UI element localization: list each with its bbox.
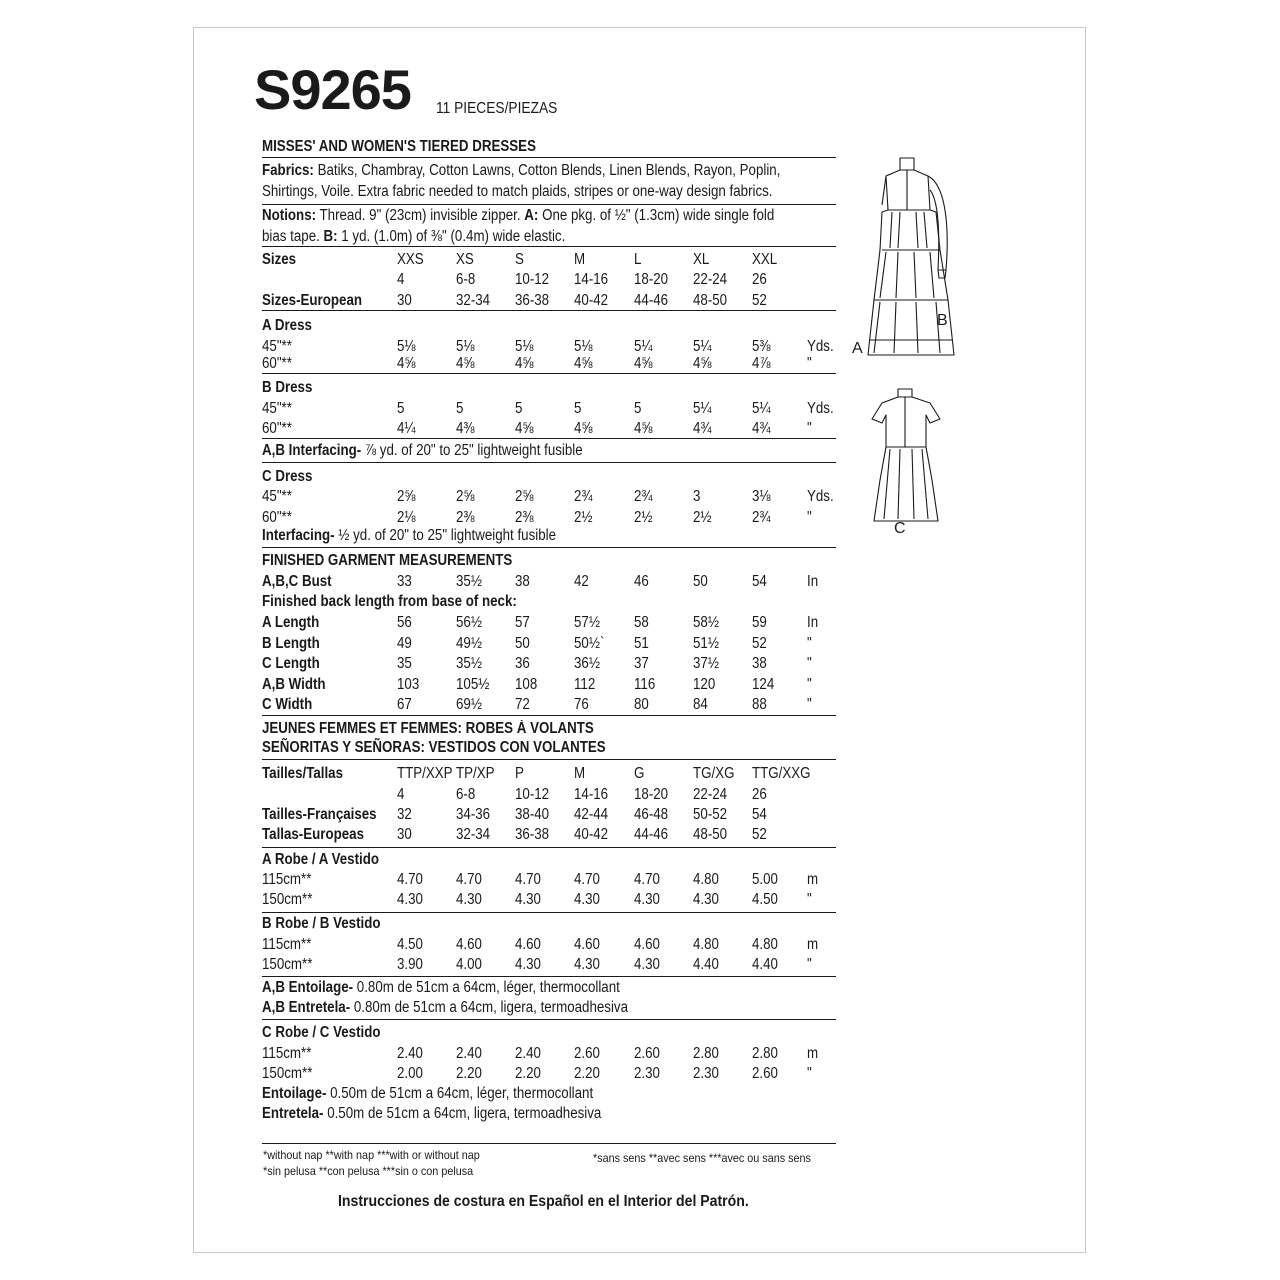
table-row	[262, 850, 836, 870]
table-cell: 4.70	[515, 871, 541, 888]
table-cell: 49½	[456, 635, 482, 652]
table-cell: 4⅝	[693, 355, 712, 372]
table-cell: 42-44	[574, 806, 609, 823]
table-cell: 80	[634, 696, 649, 713]
table-cell: 2.20	[574, 1065, 600, 1082]
table-cell: L	[634, 251, 642, 268]
pattern-title: MISSES' AND WOMEN'S TIERED DRESSES	[262, 138, 536, 155]
table-cell: 4.60	[634, 936, 660, 953]
table-cell: 54	[752, 573, 767, 590]
row-label: Tallas-Europeas	[262, 826, 364, 843]
ab-entoilage: A,B Entoilage- 0.80m de 51cm a 64cm, léger, thermocollant	[262, 979, 620, 996]
table-cell: 3	[693, 488, 701, 505]
table-row	[262, 467, 836, 487]
table-cell: 56	[397, 614, 412, 631]
table-cell: 6-8	[456, 271, 476, 288]
table-cell: TP/XP	[456, 765, 495, 782]
table-row	[262, 613, 836, 633]
table-row	[262, 935, 836, 955]
row-label: 115cm**	[262, 936, 312, 953]
table-cell: 84	[693, 696, 708, 713]
table-cell: 49	[397, 635, 412, 652]
table-cell: 5	[456, 400, 464, 417]
table-cell: 37½	[693, 655, 719, 672]
row-label: Tailles/Tallas	[262, 765, 344, 782]
table-cell: 30	[397, 826, 412, 843]
table-cell: 3.90	[397, 956, 423, 973]
table-row	[262, 250, 836, 270]
table-row	[262, 764, 836, 784]
table-cell: 5⅛	[397, 338, 416, 355]
table-cell: 2.60	[752, 1065, 778, 1082]
table-cell: XXL	[752, 251, 778, 268]
row-label: 115cm**	[262, 871, 312, 888]
table-cell: 5	[634, 400, 642, 417]
table-cell: 4⅝	[456, 355, 475, 372]
row-label: 150cm**	[262, 1065, 313, 1082]
table-cell: 2¾	[574, 488, 593, 505]
table-cell: 30	[397, 292, 412, 309]
row-label: 60"**	[262, 509, 292, 526]
table-cell: 4⅞	[752, 355, 771, 372]
table-cell: 50	[693, 573, 708, 590]
measurements-title: FINISHED GARMENT MEASUREMENTS	[262, 552, 513, 569]
table-cell: 108	[515, 676, 538, 693]
table-cell: 18-20	[634, 271, 669, 288]
table-cell: 57½	[574, 614, 600, 631]
row-label: 150cm**	[262, 891, 313, 908]
table-cell: 4.70	[397, 871, 423, 888]
table-cell: 4⅝	[397, 355, 416, 372]
table-cell: 35½	[456, 655, 482, 672]
table-cell: 5⅛	[456, 338, 475, 355]
table-cell: 57	[515, 614, 530, 631]
row-label: 115cm**	[262, 1045, 312, 1062]
table-cell: 2⅜	[515, 509, 534, 526]
table-cell: 103	[397, 676, 420, 693]
table-cell: m	[807, 1045, 819, 1062]
piece-count: 11 PIECES/PIEZAS	[436, 100, 558, 117]
row-label: A,B Width	[262, 676, 326, 693]
table-cell: 4.30	[574, 891, 600, 908]
table-row	[262, 270, 836, 290]
table-cell: 14-16	[574, 786, 609, 803]
table-cell: 59	[752, 614, 767, 631]
table-cell: S	[515, 251, 524, 268]
table-cell: 5	[515, 400, 523, 417]
table-cell: 22-24	[693, 271, 728, 288]
table-cell: 2.30	[693, 1065, 719, 1082]
table-cell: "	[807, 635, 812, 652]
table-cell: 4.80	[752, 936, 778, 953]
table-cell: 51½	[693, 635, 719, 652]
table-cell: 5⅛	[574, 338, 593, 355]
row-label: B Length	[262, 635, 320, 652]
table-cell: 4	[397, 786, 405, 803]
row-label: 150cm**	[262, 956, 313, 973]
table-cell: 44-46	[634, 292, 669, 309]
table-cell: 5⅜	[752, 338, 771, 355]
table-cell: 36-38	[515, 826, 550, 843]
table-cell: 32	[397, 806, 412, 823]
table-cell: 18-20	[634, 786, 669, 803]
table-cell: 4¼	[397, 420, 416, 437]
table-cell: XXS	[397, 251, 424, 268]
table-cell: 2.00	[397, 1065, 423, 1082]
table-cell: 2⅛	[397, 509, 416, 526]
table-cell: 2½	[634, 509, 653, 526]
english-section	[262, 0, 836, 1280]
table-cell: 35½	[456, 573, 482, 590]
table-cell: 4¾	[693, 420, 712, 437]
table-cell: 4.30	[634, 891, 660, 908]
table-cell: 4⅝	[634, 420, 653, 437]
table-cell: 22-24	[693, 786, 728, 803]
view-label-a: A	[852, 340, 863, 357]
table-cell: 10-12	[515, 271, 550, 288]
table-cell: In	[807, 573, 819, 590]
table-cell: 2½	[574, 509, 593, 526]
table-cell: 5¼	[752, 400, 771, 417]
table-cell: M	[574, 251, 586, 268]
table-cell: 52	[752, 635, 767, 652]
table-cell: "	[807, 676, 812, 693]
table-cell: 6-8	[456, 786, 476, 803]
row-label: 45"**	[262, 400, 292, 417]
table-cell: 2⅝	[397, 488, 416, 505]
table-cell: 36-38	[515, 292, 550, 309]
table-cell: "	[807, 1065, 812, 1082]
table-cell: 4.40	[752, 956, 778, 973]
table-cell: 4⅝	[515, 355, 534, 372]
dress-c-illustration	[862, 385, 952, 525]
table-row	[262, 914, 836, 934]
table-cell: Yds.	[807, 400, 834, 417]
table-cell: 38-40	[515, 806, 550, 823]
table-cell: 4.80	[693, 936, 719, 953]
c-entretela: Entretela- 0.50m de 51cm a 64cm, ligera, termoadhesiva	[262, 1105, 602, 1122]
table-cell: 124	[752, 676, 775, 693]
table-cell: 54	[752, 806, 767, 823]
table-cell: 2.20	[456, 1065, 482, 1082]
fabrics-text: Fabrics: Batiks, Chambray, Cotton Lawns, Cotton Blends, Linen Blends, Rayon, Poplin, Shirtings, Voile. Extra fabric needed to match plaids, stripes or one-way design fabrics.	[262, 162, 781, 200]
table-cell: 5¼	[693, 400, 712, 417]
table-cell: "	[807, 696, 812, 713]
row-label: Sizes-European	[262, 292, 363, 309]
table-cell: 4⅝	[634, 355, 653, 372]
footnote-english: *without nap **with nap ***with or without nap	[263, 1148, 480, 1162]
table-cell: 42	[574, 573, 589, 590]
table-row	[262, 487, 836, 507]
table-cell: 4.30	[693, 891, 719, 908]
table-cell: 4.30	[515, 956, 541, 973]
table-row	[262, 1064, 836, 1084]
table-cell: 46-48	[634, 806, 669, 823]
table-cell: 38	[515, 573, 530, 590]
table-cell: 35	[397, 655, 412, 672]
table-cell: 4.60	[456, 936, 482, 953]
row-label: C Width	[262, 696, 313, 713]
table-cell: 58½	[693, 614, 719, 631]
table-cell: 4	[397, 271, 405, 288]
table-cell: 40-42	[574, 826, 609, 843]
table-row	[262, 378, 836, 398]
table-cell: TTG/XXG	[752, 765, 811, 782]
row-label: 45"**	[262, 338, 292, 355]
table-cell: 4⅝	[574, 420, 593, 437]
table-cell: "	[807, 891, 812, 908]
table-row	[262, 675, 836, 695]
spanish-instructions-note: Instrucciones de costura en Español en el Interior del Patrón.	[338, 1193, 749, 1210]
row-label: 45"**	[262, 488, 292, 505]
table-cell: 2⅜	[456, 509, 475, 526]
row-label: B Dress	[262, 379, 313, 396]
row-label: Sizes	[262, 251, 297, 268]
table-row	[262, 634, 836, 654]
table-cell: 4.40	[693, 956, 719, 973]
table-cell: 4.00	[456, 956, 482, 973]
table-cell: 4.70	[574, 871, 600, 888]
table-cell: 52	[752, 292, 767, 309]
c-entoilage: Entoilage- 0.50m de 51cm a 64cm, léger, thermocollant	[262, 1085, 594, 1102]
table-cell: m	[807, 871, 819, 888]
spanish-title: SEÑORITAS Y SEÑORAS: VESTIDOS CON VOLANTES	[262, 739, 606, 756]
table-cell: 3⅛	[752, 488, 771, 505]
table-row	[262, 695, 836, 715]
table-cell: 116	[634, 676, 656, 693]
table-cell: 4.30	[634, 956, 660, 973]
ab-interfacing: A,B Interfacing- ⅞ yd. of 20" to 25" lightweight fusible	[262, 442, 583, 459]
table-cell: In	[807, 614, 819, 631]
table-cell: 4.30	[515, 891, 541, 908]
table-cell: "	[807, 956, 812, 973]
table-cell: 5	[397, 400, 405, 417]
table-cell: 34-36	[456, 806, 491, 823]
table-cell: 2.40	[515, 1045, 541, 1062]
table-cell: 4⅝	[515, 420, 534, 437]
table-cell: 32-34	[456, 292, 491, 309]
table-cell: m	[807, 936, 819, 953]
table-cell: 2⅝	[456, 488, 475, 505]
table-row	[262, 955, 836, 975]
ab-entretela: A,B Entretela- 0.80m de 51cm a 64cm, ligera, termoadhesiva	[262, 999, 628, 1016]
table-row	[262, 890, 836, 910]
table-cell: 5.00	[752, 871, 778, 888]
table-cell: 32-34	[456, 826, 491, 843]
table-cell: 5	[574, 400, 582, 417]
table-cell: 50	[515, 635, 530, 652]
table-row	[262, 1023, 836, 1043]
table-cell: 2¾	[752, 509, 771, 526]
table-cell: 50½`	[574, 635, 605, 652]
row-label: A Robe / A Vestido	[262, 851, 380, 868]
table-cell: 2.80	[693, 1045, 719, 1062]
table-cell: 51	[634, 635, 649, 652]
table-cell: 38	[752, 655, 767, 672]
table-row	[262, 291, 836, 311]
table-cell: 4⅝	[574, 355, 593, 372]
table-cell: 4.30	[397, 891, 423, 908]
table-cell: 5¼	[693, 338, 712, 355]
table-cell: 2.40	[397, 1045, 423, 1062]
table-cell: 4.70	[634, 871, 660, 888]
table-cell: 2½	[693, 509, 712, 526]
table-row	[262, 399, 836, 419]
table-cell: M	[574, 765, 586, 782]
row-label: A,B,C Bust	[262, 573, 332, 590]
table-cell: 4.50	[397, 936, 423, 953]
table-cell: 2¾	[634, 488, 653, 505]
table-row	[262, 419, 836, 439]
row-label: 60"**	[262, 355, 292, 372]
table-cell: 4.80	[693, 871, 719, 888]
table-row	[262, 654, 836, 674]
table-cell: 26	[752, 786, 767, 803]
table-cell: Yds.	[807, 488, 834, 505]
table-cell: 112	[574, 676, 596, 693]
table-cell: 2.60	[574, 1045, 600, 1062]
table-cell: "	[807, 420, 812, 437]
table-cell: 26	[752, 271, 767, 288]
row-label: C Length	[262, 655, 320, 672]
table-cell: 67	[397, 696, 412, 713]
table-cell: 36	[515, 655, 530, 672]
table-cell: 2.60	[634, 1045, 660, 1062]
back-length-note: Finished back length from base of neck:	[262, 593, 517, 610]
table-cell: 4¾	[752, 420, 771, 437]
table-cell: 40-42	[574, 292, 609, 309]
table-row	[262, 354, 836, 374]
table-cell: 2.30	[634, 1065, 660, 1082]
table-cell: 2.40	[456, 1045, 482, 1062]
table-cell: 56½	[456, 614, 482, 631]
table-cell: 37	[634, 655, 649, 672]
table-cell: 46	[634, 573, 649, 590]
table-cell: TTP/XXP	[397, 765, 453, 782]
view-label-b: B	[937, 312, 948, 329]
table-cell: 44-46	[634, 826, 669, 843]
dress-ab-illustration	[860, 150, 970, 360]
footnote-spanish: *sin pelusa **con pelusa ***sin o con pelusa	[263, 1164, 474, 1178]
table-cell: 88	[752, 696, 767, 713]
row-label: C Dress	[262, 468, 313, 485]
table-cell: 58	[634, 614, 649, 631]
table-cell: 10-12	[515, 786, 550, 803]
table-row	[262, 870, 836, 890]
table-cell: 14-16	[574, 271, 609, 288]
pattern-number: S9265	[254, 58, 411, 121]
row-label: A Dress	[262, 317, 312, 334]
table-cell: Yds.	[807, 338, 834, 355]
table-cell: 72	[515, 696, 530, 713]
table-row	[262, 572, 836, 592]
table-row	[262, 508, 836, 528]
table-cell: 33	[397, 573, 412, 590]
table-cell: 4.70	[456, 871, 482, 888]
table-cell: "	[807, 355, 812, 372]
table-cell: G	[634, 765, 645, 782]
table-cell: 4.30	[456, 891, 482, 908]
table-cell: 36½	[574, 655, 600, 672]
table-cell: 5¼	[634, 338, 653, 355]
table-cell: 4.50	[752, 891, 778, 908]
view-label-c: C	[894, 520, 906, 537]
row-label: C Robe / C Vestido	[262, 1024, 381, 1041]
table-cell: 4.60	[515, 936, 541, 953]
table-cell: 48-50	[693, 826, 728, 843]
table-row	[262, 785, 836, 805]
french-title: JEUNES FEMMES ET FEMMES: ROBES À VOLANTS	[262, 720, 594, 737]
row-label: Tailles-Françaises	[262, 806, 377, 823]
table-cell: 4.60	[574, 936, 600, 953]
table-cell: 48-50	[693, 292, 728, 309]
table-cell: 52	[752, 826, 767, 843]
row-label: 60"**	[262, 420, 292, 437]
table-row	[262, 1044, 836, 1064]
table-row	[262, 825, 836, 845]
table-cell: TG/XG	[693, 765, 735, 782]
table-cell: "	[807, 509, 812, 526]
notions-text: Notions: Thread. 9" (23cm) invisible zipper. A: One pkg. of ½" (1.3cm) wide single fold bias tape. B: 1 yd. (1.0m) of ⅜" (0.4m) wide elastic.	[262, 207, 775, 245]
table-cell: 4.30	[574, 956, 600, 973]
footnote-french: *sans sens **avec sens ***avec ou sans sens	[593, 1151, 811, 1165]
table-cell: "	[807, 655, 812, 672]
row-label: A Length	[262, 614, 320, 631]
table-cell: XL	[693, 251, 710, 268]
table-cell: 50-52	[693, 806, 728, 823]
table-cell: 2⅝	[515, 488, 534, 505]
table-cell: 76	[574, 696, 589, 713]
c-interfacing: Interfacing- ½ yd. of 20" to 25" lightweight fusible	[262, 527, 556, 544]
table-cell: 5⅛	[515, 338, 534, 355]
row-label: B Robe / B Vestido	[262, 915, 381, 932]
table-cell: 2.80	[752, 1045, 778, 1062]
table-cell: P	[515, 765, 524, 782]
table-cell: 120	[693, 676, 716, 693]
table-cell: 105½	[456, 676, 490, 693]
table-cell: 69½	[456, 696, 482, 713]
table-row	[262, 316, 836, 336]
table-row	[262, 805, 836, 825]
table-cell: 2.20	[515, 1065, 541, 1082]
table-cell: 4⅜	[456, 420, 475, 437]
table-cell: XS	[456, 251, 474, 268]
